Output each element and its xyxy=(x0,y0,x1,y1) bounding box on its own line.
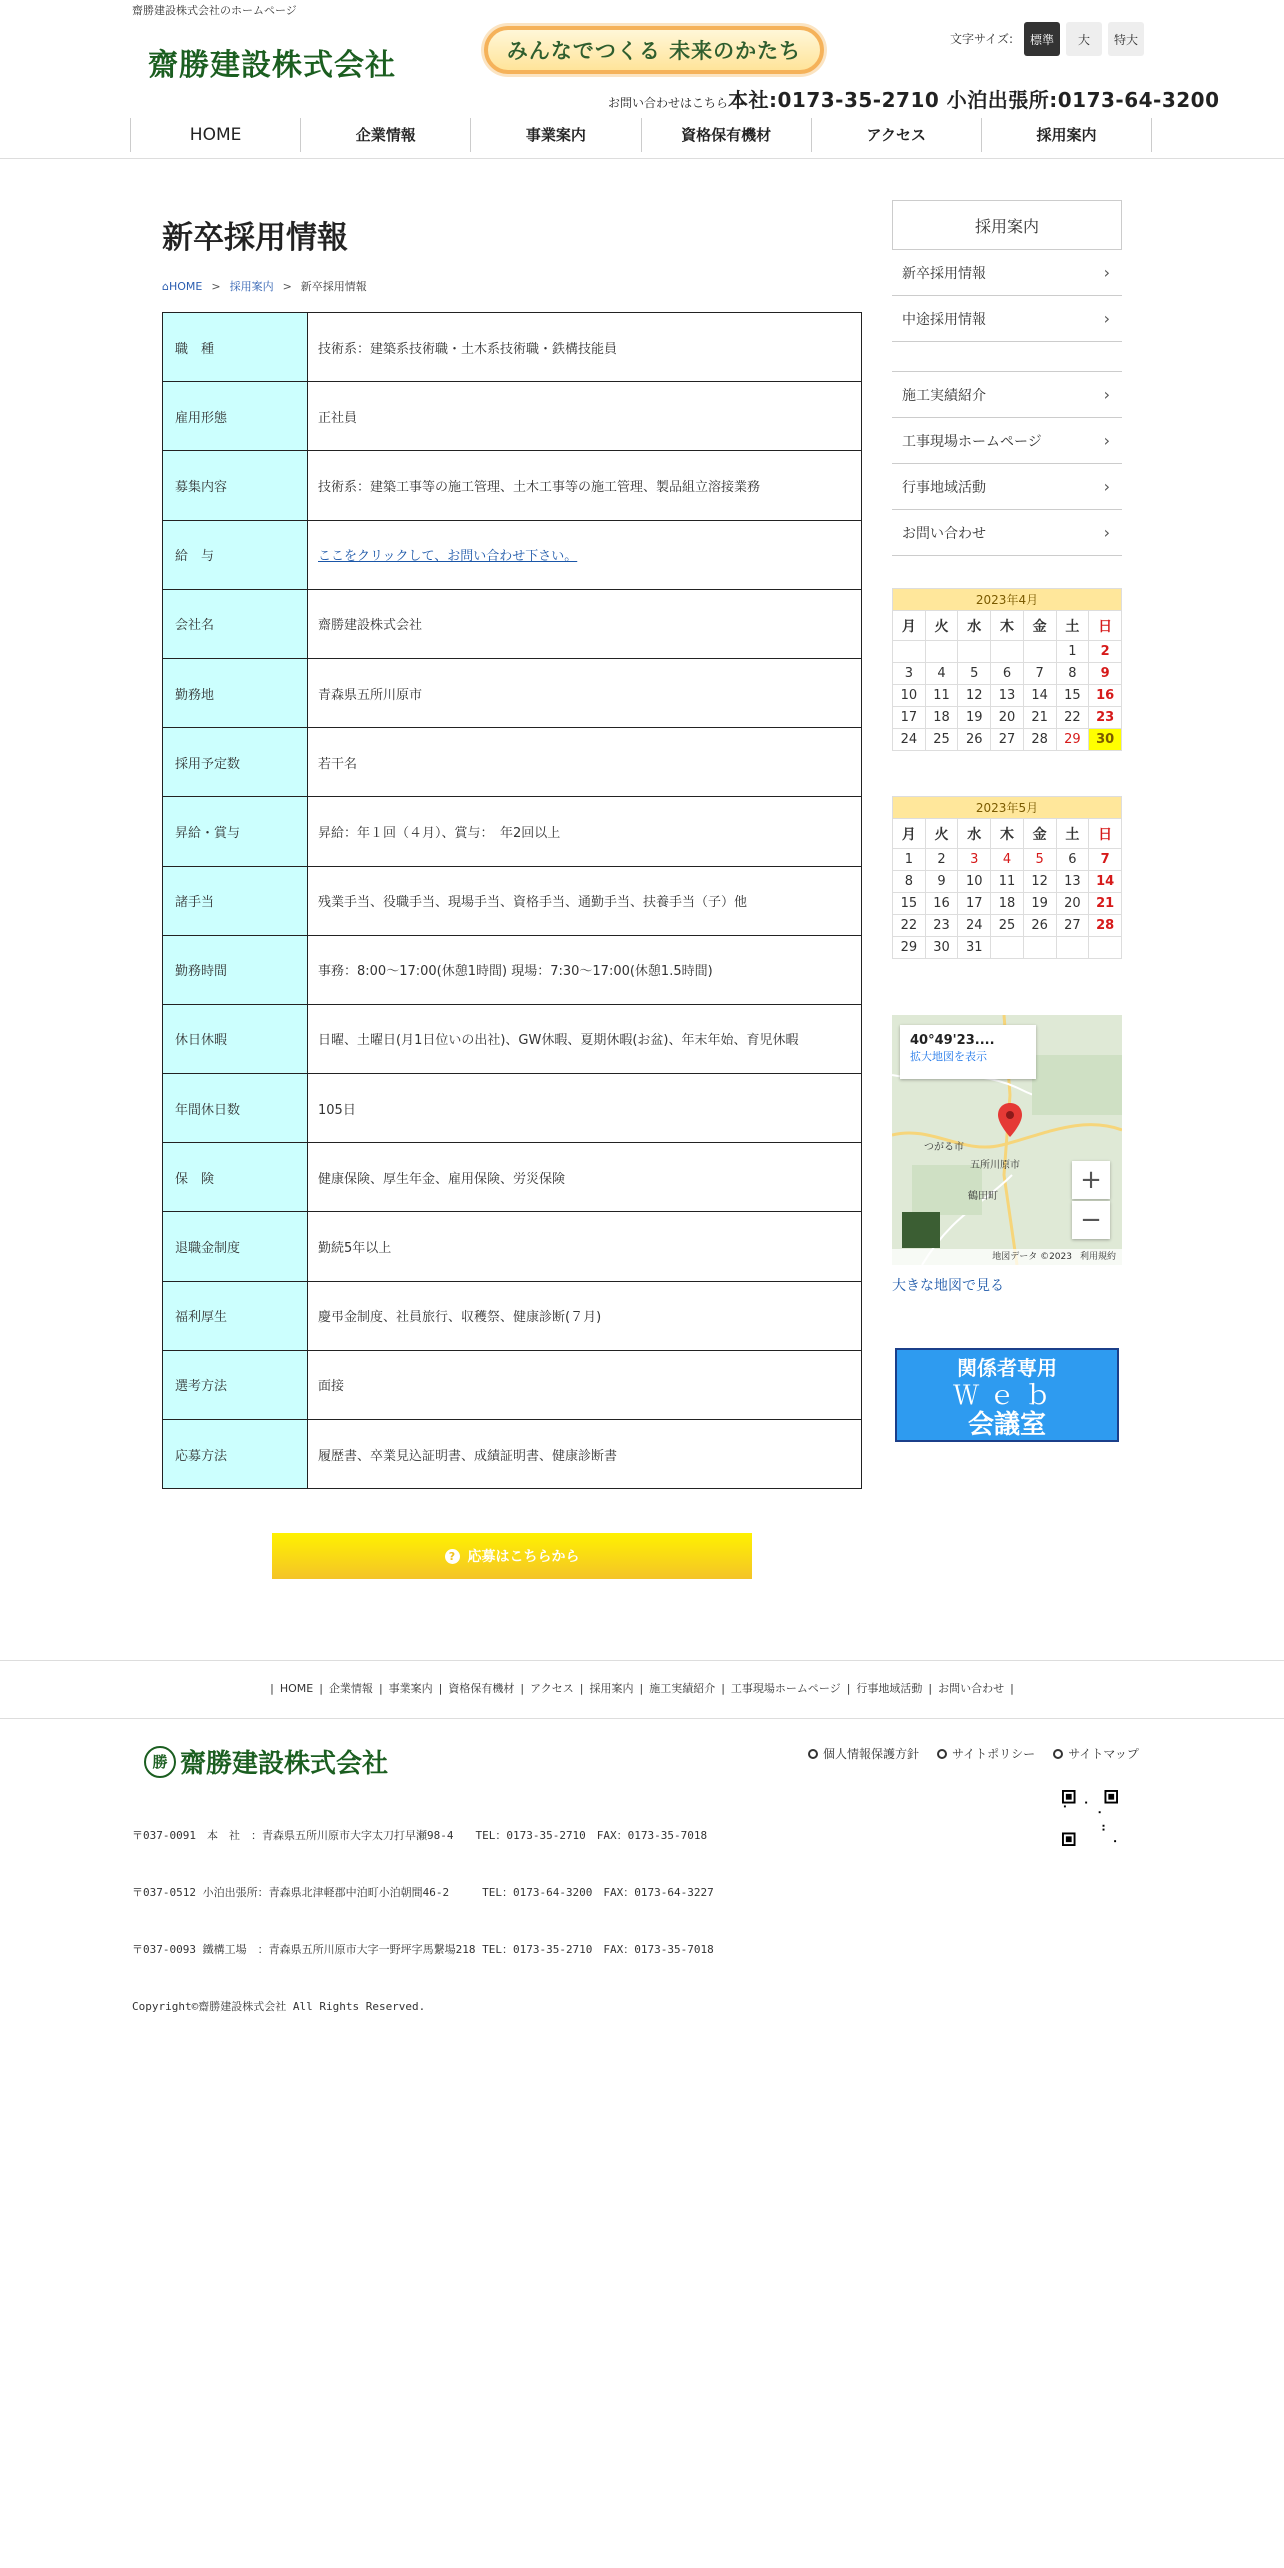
footer-link[interactable]: 行事地域活動 xyxy=(856,1682,923,1695)
calendar-caption: 2023年5月 xyxy=(893,797,1122,819)
calendar-day: 31 xyxy=(958,937,991,959)
calendar-day: 17 xyxy=(893,707,926,729)
map-zoom-in-button[interactable]: + xyxy=(1072,1161,1110,1199)
web-meeting-room-banner[interactable]: 関係者専用 Ｗｅｂ 会議室 xyxy=(895,1348,1119,1442)
footer-links: | HOME | 企業情報 | 事業案内 | 資格保有機材 | アクセス | 採用案内 | 施工実績紹介 | 工事現場ホームページ | 行事地域活動 | お問い合わせ | xyxy=(270,1682,1014,1695)
row-value: 技術系：建築系技術職・土木系技術職・鉄構技能員 xyxy=(308,313,862,382)
row-label: 昇給・賞与 xyxy=(163,797,308,866)
footer-link[interactable]: 企業情報 xyxy=(328,1682,373,1695)
apply-button[interactable]: ? 応募はこちらから xyxy=(272,1533,752,1579)
calendar-may xyxy=(892,796,1122,959)
calendar-day: 25 xyxy=(925,729,958,751)
page-title: 新卒採用情報 xyxy=(162,220,348,256)
calendar-day: 27 xyxy=(1056,915,1089,937)
slogan-banner xyxy=(484,26,824,74)
calendar-day: 3 xyxy=(958,849,991,871)
map-data-credit: 地図データ ©2023 xyxy=(992,1252,1072,1262)
map-coordinates: 40°49'23.... xyxy=(910,1033,995,1048)
calendar-day: 24 xyxy=(958,915,991,937)
home-icon: ⌂ xyxy=(162,280,169,293)
map-info-card xyxy=(900,1025,1036,1079)
row-label: 勤務時間 xyxy=(163,935,308,1004)
calendar-day: 5 xyxy=(1023,849,1056,871)
calendar-day xyxy=(893,641,926,663)
address-line: 〒037-0512 小泊出張所：青森県北津軽郡中泊町小泊朝間46-2 TEL：0173-64-3200 FAX：0173-64-3227 xyxy=(132,1886,714,1899)
calendar-day: 15 xyxy=(893,893,926,915)
calendar-day: 2 xyxy=(1089,641,1122,663)
calendar-day xyxy=(991,937,1024,959)
sidebar-item-site-pages[interactable]: 工事現場ホームページ › xyxy=(892,418,1122,464)
chevron-right-icon: › xyxy=(1103,263,1110,282)
calendar-day: 1 xyxy=(1056,641,1089,663)
weekday-header: 木 xyxy=(991,819,1024,849)
calendar-day: 23 xyxy=(1089,707,1122,729)
sidebar-item-works[interactable]: 施工実績紹介 › xyxy=(892,372,1122,418)
calendar-day: 20 xyxy=(991,707,1024,729)
calendar-day: 3 xyxy=(893,663,926,685)
calendar-day: 21 xyxy=(1023,707,1056,729)
map-label: 五所川原市 xyxy=(970,1160,1020,1171)
table-row xyxy=(163,1350,862,1419)
breadcrumb-recruit[interactable]: 採用案内 xyxy=(229,280,274,293)
weekday-header: 日 xyxy=(1089,819,1122,849)
footer-address xyxy=(132,1788,714,2035)
row-value: 勤続5年以上 xyxy=(308,1212,862,1281)
row-label: 保 険 xyxy=(163,1143,308,1212)
row-value: 事務：8:00～17:00(休憩1時間) 現場：7:30～17:00(休憩1.5時間) xyxy=(308,935,862,1004)
font-size-large-button[interactable]: 大 xyxy=(1066,22,1102,56)
font-size-standard-button[interactable]: 標準 xyxy=(1024,22,1060,56)
table-row xyxy=(163,1281,862,1350)
calendar-day: 15 xyxy=(1056,685,1089,707)
calendar-day: 24 xyxy=(893,729,926,751)
calendar-day: 16 xyxy=(925,893,958,915)
map-pin-icon xyxy=(998,1103,1022,1141)
calendar-day: 16 xyxy=(1089,685,1122,707)
weekday-header: 火 xyxy=(925,819,958,849)
sidebar-item-new-grad[interactable]: 新卒採用情報 › xyxy=(892,250,1122,296)
font-size-label: 文字サイズ: xyxy=(950,32,1014,46)
calendar-day: 9 xyxy=(925,871,958,893)
calendar-day: 13 xyxy=(1056,871,1089,893)
weekday-header: 金 xyxy=(1023,611,1056,641)
row-value xyxy=(308,520,862,589)
calendar-day: 1 xyxy=(893,849,926,871)
question-icon: ? xyxy=(445,1549,460,1564)
row-label: 採用予定数 xyxy=(163,728,308,797)
calendar-april xyxy=(892,588,1122,751)
calendar-day xyxy=(1023,937,1056,959)
calendar-day: 8 xyxy=(893,871,926,893)
weekday-header: 木 xyxy=(991,611,1024,641)
row-label: 職 種 xyxy=(163,313,308,382)
embedded-map[interactable] xyxy=(892,1015,1122,1265)
calendar-day: 28 xyxy=(1089,915,1122,937)
row-label: 応募方法 xyxy=(163,1420,308,1489)
map-label: つがる市 xyxy=(924,1142,964,1153)
calendar-day: 17 xyxy=(958,893,991,915)
sidebar-item-mid-career[interactable]: 中途採用情報 › xyxy=(892,296,1122,342)
calendar-day: 28 xyxy=(1023,729,1056,751)
contact-info xyxy=(608,84,1220,113)
circle-bullet-icon xyxy=(937,1749,947,1759)
contact-prefix: お問い合わせはこちら xyxy=(608,96,729,110)
table-row xyxy=(163,1004,862,1073)
sidebar-heading: 採用案内 xyxy=(892,200,1122,250)
table-row xyxy=(163,1143,862,1212)
table-row xyxy=(163,866,862,935)
calendar-day: 11 xyxy=(925,685,958,707)
font-size-xlarge-button[interactable]: 特大 xyxy=(1108,22,1144,56)
nav-recruit[interactable]: 採用案内 xyxy=(981,118,1152,152)
footer-link[interactable]: 採用案内 xyxy=(589,1682,634,1695)
policy-links xyxy=(808,1745,1139,1762)
calendar-day: 12 xyxy=(1023,871,1056,893)
calendar-day: 22 xyxy=(893,915,926,937)
calendar-day: 9 xyxy=(1089,663,1122,685)
row-label: 退職金制度 xyxy=(163,1212,308,1281)
footer-link[interactable]: 工事現場ホームページ xyxy=(730,1682,841,1695)
calendar-day: 6 xyxy=(991,663,1024,685)
calendar-day: 23 xyxy=(925,915,958,937)
row-value: 昇給：年１回（４月）、賞与： 年2回以上 xyxy=(308,797,862,866)
footer-company-name: 齋勝建設株式会社 xyxy=(180,1749,389,1779)
breadcrumb xyxy=(162,278,367,294)
row-value: 青森県五所川原市 xyxy=(308,658,862,727)
site-logo[interactable]: 齋勝建設株式会社 xyxy=(148,48,396,83)
row-value: 正社員 xyxy=(308,382,862,451)
table-row xyxy=(163,1420,862,1489)
calendar-day: 29 xyxy=(1056,729,1089,751)
calendar-day: 4 xyxy=(925,663,958,685)
calendar-day: 7 xyxy=(1089,849,1122,871)
calendar-day: 25 xyxy=(991,915,1024,937)
nav-equipment[interactable]: 資格保有機材 xyxy=(641,118,811,152)
calendar-day: 22 xyxy=(1056,707,1089,729)
weekday-header: 月 xyxy=(893,611,926,641)
sidebar-item-contact[interactable]: お問い合わせ › xyxy=(892,510,1122,556)
calendar-day: 19 xyxy=(958,707,991,729)
calendar-day: 30 xyxy=(925,937,958,959)
calendar-day: 20 xyxy=(1056,893,1089,915)
table-row xyxy=(163,382,862,451)
nav-access[interactable]: アクセス xyxy=(811,118,981,152)
calendar-day: 26 xyxy=(1023,915,1056,937)
footer-link[interactable]: 事業案内 xyxy=(388,1682,433,1695)
privacy-policy-link[interactable]: 個人情報保護方針 xyxy=(808,1745,919,1762)
row-value: 105日 xyxy=(308,1074,862,1143)
calendar-day: 30 xyxy=(1089,729,1122,751)
footer-link[interactable]: お問い合わせ xyxy=(938,1682,1005,1695)
row-label: 勤務地 xyxy=(163,658,308,727)
calendar-day: 21 xyxy=(1089,893,1122,915)
weekday-header: 水 xyxy=(958,819,991,849)
salary-contact-link[interactable]: ここをクリックして、お問い合わせ下さい。 xyxy=(318,549,578,565)
calendar-day: 6 xyxy=(1056,849,1089,871)
calendar-day: 13 xyxy=(991,685,1024,707)
logo-mark: 勝 xyxy=(144,1746,176,1778)
calendar-day: 19 xyxy=(1023,893,1056,915)
row-label: 選考方法 xyxy=(163,1350,308,1419)
map-label: 鶴田町 xyxy=(968,1191,998,1202)
large-map-link[interactable]: 大きな地図で見る xyxy=(892,1278,1004,1294)
row-label: 休日休暇 xyxy=(163,1004,308,1073)
calendar-day: 2 xyxy=(925,849,958,871)
row-value: 技術系：建築工事等の施工管理、土木工事等の施工管理、製品組立溶接業務 xyxy=(308,451,862,520)
calendar-day xyxy=(1023,641,1056,663)
table-row xyxy=(163,313,862,382)
calendar-day: 4 xyxy=(991,849,1024,871)
row-label: 給 与 xyxy=(163,520,308,589)
nav-business[interactable]: 事業案内 xyxy=(470,118,640,152)
weekday-header: 火 xyxy=(925,611,958,641)
table-row xyxy=(163,520,862,589)
breadcrumb-home[interactable]: ⌂HOME xyxy=(162,280,203,293)
row-value: 齋勝建設株式会社 xyxy=(308,589,862,658)
calendar-day: 8 xyxy=(1056,663,1089,685)
calendar-day: 14 xyxy=(1089,871,1122,893)
calendar-day xyxy=(1089,937,1122,959)
chevron-right-icon: › xyxy=(1103,477,1110,496)
row-label: 雇用形態 xyxy=(163,382,308,451)
weekday-header: 月 xyxy=(893,819,926,849)
map-enlarge-link[interactable]: 拡大地図を表示 xyxy=(910,1050,987,1063)
calendar-day: 5 xyxy=(958,663,991,685)
sitemap-link[interactable]: サイトマップ xyxy=(1053,1745,1139,1762)
address-line: 〒037-0093 鐵構工場 ：青森県五所川原市大字一野坪字馬繋場218 TEL：0173-35-2710 FAX：0173-35-7018 xyxy=(132,1943,714,1956)
row-label: 諸手当 xyxy=(163,866,308,935)
row-value: 履歴書、卒業見込証明書、成績証明書、健康診断書 xyxy=(308,1420,862,1489)
chevron-right-icon: › xyxy=(1103,309,1110,328)
recruit-info-table xyxy=(162,312,862,1489)
table-row xyxy=(163,797,862,866)
row-value: 健康保険、厚生年金、雇用保険、労災保険 xyxy=(308,1143,862,1212)
copyright: Copyright©齋勝建設株式会社 All Rights Reserved. xyxy=(132,2000,426,2013)
calendar-day: 10 xyxy=(958,871,991,893)
table-row xyxy=(163,451,862,520)
footer-link[interactable]: HOME xyxy=(279,1682,314,1695)
calendar-day: 27 xyxy=(991,729,1024,751)
weekday-header: 日 xyxy=(1089,611,1122,641)
row-value: 残業手当、役職手当、現場手当、資格手当、通勤手当、扶養手当（子）他 xyxy=(308,866,862,935)
row-label: 募集内容 xyxy=(163,451,308,520)
calendar-caption: 2023年4月 xyxy=(893,589,1122,611)
weekday-header: 水 xyxy=(958,611,991,641)
calendar-day: 18 xyxy=(991,893,1024,915)
footer-link[interactable]: 施工実績紹介 xyxy=(649,1682,716,1695)
calendar-day: 7 xyxy=(1023,663,1056,685)
row-value: 面接 xyxy=(308,1350,862,1419)
table-row xyxy=(163,589,862,658)
circle-bullet-icon xyxy=(1053,1749,1063,1759)
map-zoom-out-button[interactable]: − xyxy=(1072,1201,1110,1239)
row-value: 日曜、土曜日(月1日位いの出社)、GW休暇、夏期休暇(お盆)、年末年始、育児休暇 xyxy=(308,1004,862,1073)
table-row xyxy=(163,935,862,1004)
row-label: 会社名 xyxy=(163,589,308,658)
calendar-day: 18 xyxy=(925,707,958,729)
calendar-day: 10 xyxy=(893,685,926,707)
weekday-header: 土 xyxy=(1056,611,1089,641)
sidebar xyxy=(892,200,1122,556)
footer-divider xyxy=(0,1660,1284,1661)
site-policy-link[interactable]: サイトポリシー xyxy=(937,1745,1035,1762)
calendar-day xyxy=(991,641,1024,663)
header-divider xyxy=(0,158,1284,159)
row-label: 年間休日数 xyxy=(163,1074,308,1143)
calendar-day xyxy=(958,641,991,663)
map-footer xyxy=(892,1249,1122,1265)
weekday-header: 土 xyxy=(1056,819,1089,849)
table-row xyxy=(163,1212,862,1281)
footer-divider xyxy=(0,1718,1284,1719)
row-value: 慶弔金制度、社員旅行、収穫祭、健康診断(７月) xyxy=(308,1281,862,1350)
circle-bullet-icon xyxy=(808,1749,818,1759)
table-row xyxy=(163,658,862,727)
slogan-text: みんなでつくる 未来のかたち xyxy=(506,39,802,63)
calendar-day xyxy=(925,641,958,663)
table-row xyxy=(163,728,862,797)
sidebar-gap xyxy=(892,342,1122,372)
calendar-day xyxy=(1056,937,1089,959)
address-line: 〒037-0091 本 社 ：青森県五所川原市大字太刀打早瀬98-4 TEL：0173-35-2710 FAX：0173-35-7018 xyxy=(132,1829,708,1842)
chevron-right-icon: › xyxy=(1103,523,1110,542)
weekday-header: 金 xyxy=(1023,819,1056,849)
chevron-right-icon: › xyxy=(1103,431,1110,450)
site-tagline: 齋勝建設株式会社のホームページ xyxy=(132,4,297,17)
footer-logo[interactable] xyxy=(144,1743,388,1780)
nav-home[interactable]: HOME xyxy=(130,118,300,152)
row-value: 若干名 xyxy=(308,728,862,797)
calendar-day: 26 xyxy=(958,729,991,751)
footer-link[interactable]: 資格保有機材 xyxy=(448,1682,515,1695)
table-row xyxy=(163,1074,862,1143)
contact-phones: 本社:0173-35-2710 小泊出張所:0173-64-3200 xyxy=(728,88,1220,112)
qr-code xyxy=(1062,1790,1118,1846)
nav-company[interactable]: 企業情報 xyxy=(300,118,470,152)
main-nav xyxy=(130,118,1152,152)
calendar-day: 29 xyxy=(893,937,926,959)
footer-link[interactable]: アクセス xyxy=(530,1682,574,1695)
breadcrumb-separator: > xyxy=(211,280,221,293)
chevron-right-icon: › xyxy=(1103,385,1110,404)
calendar-day: 14 xyxy=(1023,685,1056,707)
row-label: 福利厚生 xyxy=(163,1281,308,1350)
breadcrumb-separator: > xyxy=(282,280,292,293)
calendar-day: 12 xyxy=(958,685,991,707)
sidebar-item-events[interactable]: 行事地域活動 › xyxy=(892,464,1122,510)
calendar-day: 11 xyxy=(991,871,1024,893)
map-terms-link[interactable]: 利用規約 xyxy=(1079,1252,1116,1262)
breadcrumb-current: 新卒採用情報 xyxy=(300,280,367,293)
